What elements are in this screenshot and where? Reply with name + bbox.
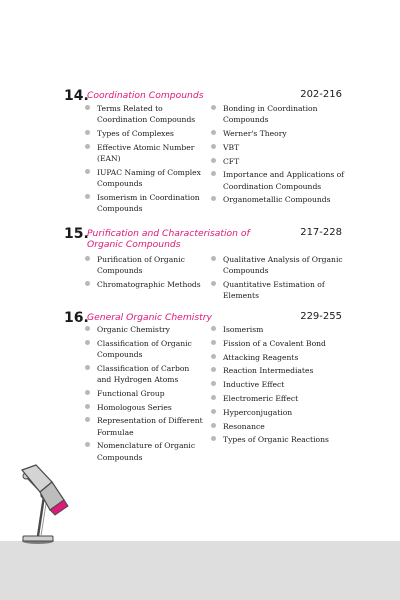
topic-list-right — [211, 103, 345, 208]
list-item — [85, 103, 203, 125]
bullet-icon — [211, 144, 216, 149]
list-item — [85, 338, 203, 360]
list-item — [211, 421, 345, 432]
topic-label: Terms Related to Coordination Compounds — [97, 104, 196, 125]
chapter-number: 14. — [64, 88, 89, 104]
topic-list-right — [211, 324, 345, 448]
bullet-icon — [85, 340, 90, 345]
topic-label: IUPAC Naming of Complex Compounds — [97, 167, 201, 188]
topic-label: Fission of a Covalent Bond — [223, 338, 326, 348]
bullet-icon — [211, 395, 216, 400]
topic-label: Classification of Organic Compounds — [97, 338, 192, 359]
bullet-icon — [85, 390, 90, 395]
bullet-icon — [211, 158, 216, 163]
bullet-icon — [211, 281, 216, 286]
topic-label: Purification of Organic Compounds — [97, 255, 185, 276]
list-item — [211, 194, 345, 205]
list-item — [211, 142, 345, 153]
bullet-icon — [211, 340, 216, 345]
topic-label: Werner's Theory — [223, 129, 287, 138]
topic-label: Isomerism — [223, 325, 264, 334]
topic-list-right — [211, 254, 345, 304]
list-item — [85, 415, 203, 437]
list-item — [211, 393, 345, 404]
topic-list-left — [85, 324, 203, 465]
topic-label: Nomenclature of Organic Compounds — [97, 441, 196, 462]
chapter-page-range: 202-216 — [300, 89, 342, 100]
topic-label: Qualitative Analysis of Organic Compounds — [223, 255, 343, 276]
list-item — [211, 379, 345, 390]
topic-label: Chromatographic Methods — [97, 280, 201, 289]
bullet-icon — [211, 171, 216, 176]
list-item — [211, 128, 345, 139]
topic-label: Organic Chemistry — [97, 325, 170, 334]
chapter-page-range: 229-255 — [300, 311, 342, 322]
bullet-icon — [85, 144, 90, 149]
bullet-icon — [85, 194, 90, 199]
list-item — [85, 440, 203, 462]
bullet-icon — [211, 196, 216, 201]
topic-label: Importance and Applications of Coordination Compounds — [223, 170, 345, 191]
topic-label: Homologous Series — [97, 402, 172, 412]
topic-label: CFT — [223, 156, 240, 166]
chapter-header — [64, 226, 342, 250]
chapter-number: 15. — [64, 226, 89, 242]
list-item — [85, 402, 203, 413]
bullet-icon — [85, 365, 90, 370]
topic-label: Quantitative Estimation of Elements — [223, 280, 325, 301]
bullet-icon — [85, 105, 90, 110]
list-item — [211, 338, 345, 349]
topic-label: Resonance — [223, 421, 265, 431]
bullet-icon — [211, 105, 216, 110]
bullet-icon — [211, 436, 216, 441]
topic-label: Reaction Intermediates — [223, 366, 314, 376]
topic-label: Effective Atomic Number (EAN) — [97, 142, 195, 163]
topic-label: VBT — [223, 142, 240, 152]
list-item — [85, 192, 203, 214]
list-item — [85, 142, 203, 164]
bullet-icon — [211, 367, 216, 372]
bullet-icon — [85, 417, 90, 422]
topic-label: Isomerism in Coordination Compounds — [97, 192, 200, 213]
list-item — [211, 365, 345, 376]
list-item — [211, 279, 345, 301]
topic-label: Representation of Different Formulae — [97, 416, 203, 437]
bullet-icon — [85, 130, 90, 135]
topic-label: Types of Organic Reactions — [223, 435, 329, 445]
topic-label: Inductive Effect — [223, 380, 285, 390]
list-item — [85, 167, 203, 189]
list-item — [85, 363, 203, 385]
bullet-icon — [211, 354, 216, 359]
chapter-page-range: 217-228 — [300, 227, 342, 238]
topic-label: Bonding in Coordination Compounds — [223, 104, 318, 125]
chapter-title[interactable]: Coordination Compounds — [87, 90, 204, 101]
topic-list-left — [85, 103, 203, 217]
topic-label: Types of Complexes — [97, 129, 174, 138]
bullet-icon — [85, 404, 90, 409]
list-item — [211, 169, 345, 191]
list-item — [211, 352, 345, 363]
chapter-title[interactable]: General Organic Chemistry — [87, 312, 212, 323]
list-item — [211, 407, 345, 418]
bullet-icon — [211, 423, 216, 428]
list-item — [211, 324, 345, 335]
bullet-icon — [85, 169, 90, 174]
list-item — [211, 254, 345, 276]
bullet-icon — [211, 326, 216, 331]
bullet-icon — [211, 256, 216, 261]
topic-label: Organometallic Compounds — [223, 195, 331, 205]
topic-list-left — [85, 254, 203, 293]
bullet-icon — [85, 281, 90, 286]
bullet-icon — [211, 409, 216, 414]
list-item — [85, 388, 203, 399]
chapter-15 — [64, 226, 343, 301]
bullet-icon — [85, 326, 90, 331]
list-item — [85, 254, 203, 276]
list-item — [211, 103, 345, 125]
list-item — [211, 156, 345, 167]
list-item — [85, 128, 203, 139]
list-item — [211, 434, 345, 445]
list-item — [85, 324, 203, 335]
chapter-14 — [64, 88, 345, 213]
bullet-icon — [85, 442, 90, 447]
chapter-title[interactable]: Purification and Characterisation of Organic Compounds — [87, 228, 250, 250]
topic-label: Attacking Reagents — [223, 352, 299, 362]
topic-label: Classification of Carbon and Hydrogen Atoms — [97, 363, 190, 384]
topic-label: Hyperconjugation — [223, 407, 293, 417]
chapter-16 — [64, 310, 342, 462]
list-item — [85, 279, 203, 290]
bullet-icon — [211, 381, 216, 386]
desk-lamp-icon — [0, 462, 90, 552]
bullet-icon — [85, 256, 90, 261]
bullet-icon — [211, 130, 216, 135]
topic-label: Electromeric Effect — [223, 393, 299, 403]
topic-label: Functional Group — [97, 388, 165, 398]
chapter-number: 16. — [64, 310, 89, 326]
